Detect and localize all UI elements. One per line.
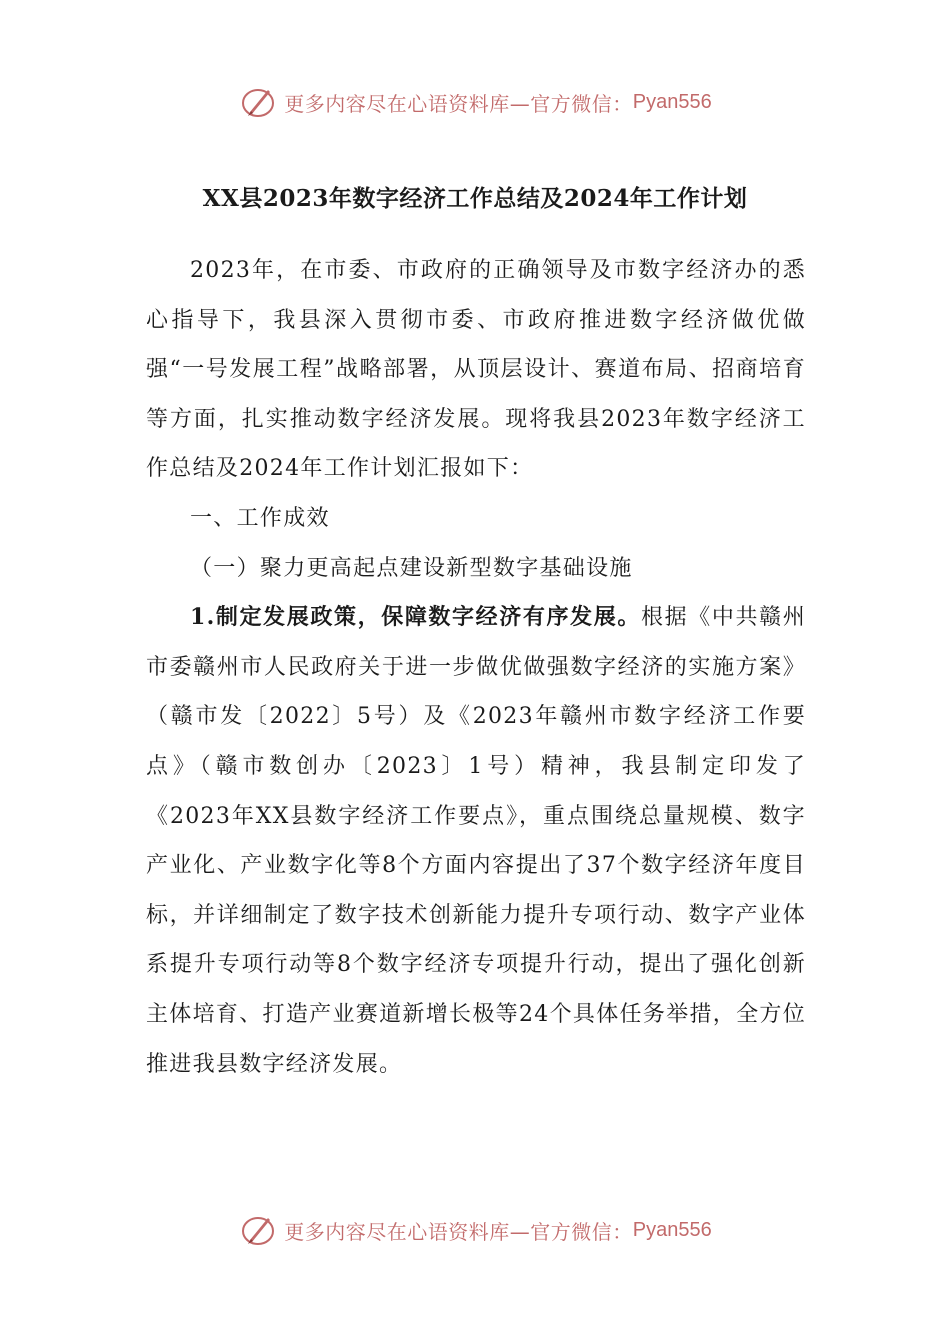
item-paragraph xyxy=(146,593,806,1089)
document-body xyxy=(146,246,806,1089)
watermark-text: 更多内容尽在心语资料库—官方微信： xyxy=(284,91,633,116)
section-heading: 一、工作成效 xyxy=(190,505,330,531)
watermark-wechat-id: Pyan556 xyxy=(632,1218,712,1241)
document-title: XX县2023年数字经济工作总结及2024年工作计划 xyxy=(202,185,748,212)
intro-paragraph: 2023年，在市委、市政府的正确领导及市数字经济办的悉心指导下，我县深入贯彻市委、市政府推进数字经济做优做强“一号发展工程”战略部署，从顶层设计、赛道布局、招商培育等方面，扎实推动数字经济发展。现将我县2023年数字经济工作总结及2024年工作计划汇报如下： xyxy=(146,258,806,482)
item-lead: 1.制定发展政策，保障数字经济有序发展。 xyxy=(190,604,641,631)
watermark-footer xyxy=(0,1206,950,1254)
watermark-header xyxy=(0,78,950,126)
quill-pen-logo-icon xyxy=(238,1210,278,1250)
item-body: 根据《中共赣州市委赣州市人民政府关于进一步做优做强数字经济的实施方案》（赣市发〔2022〕5号）及《2023年赣州市数字经济工作要点》（赣市数创办〔2023〕1号）精神，我县制定印发了《2023年XX县数字经济工作要点》，重点围绕总量规模、数字产业化、产业数字化等8个方面内容提出了37个数字经济年度目标，并详细制定了数字技术创新能力提升专项行动、数字产业体系提升专项行动等8个数字经济专项提升行动，提出了强化创新主体培育、打造产业赛道新增长极等24个具体任务举措，全方位推进我县数字经济发展。 xyxy=(146,605,807,1077)
watermark-wechat-id: Pyan556 xyxy=(632,90,712,113)
subsection-heading: （一）聚力更高起点建设新型数字基础设施 xyxy=(190,555,633,581)
quill-pen-logo-icon xyxy=(238,82,278,122)
watermark-text: 更多内容尽在心语资料库—官方微信： xyxy=(284,1219,633,1244)
